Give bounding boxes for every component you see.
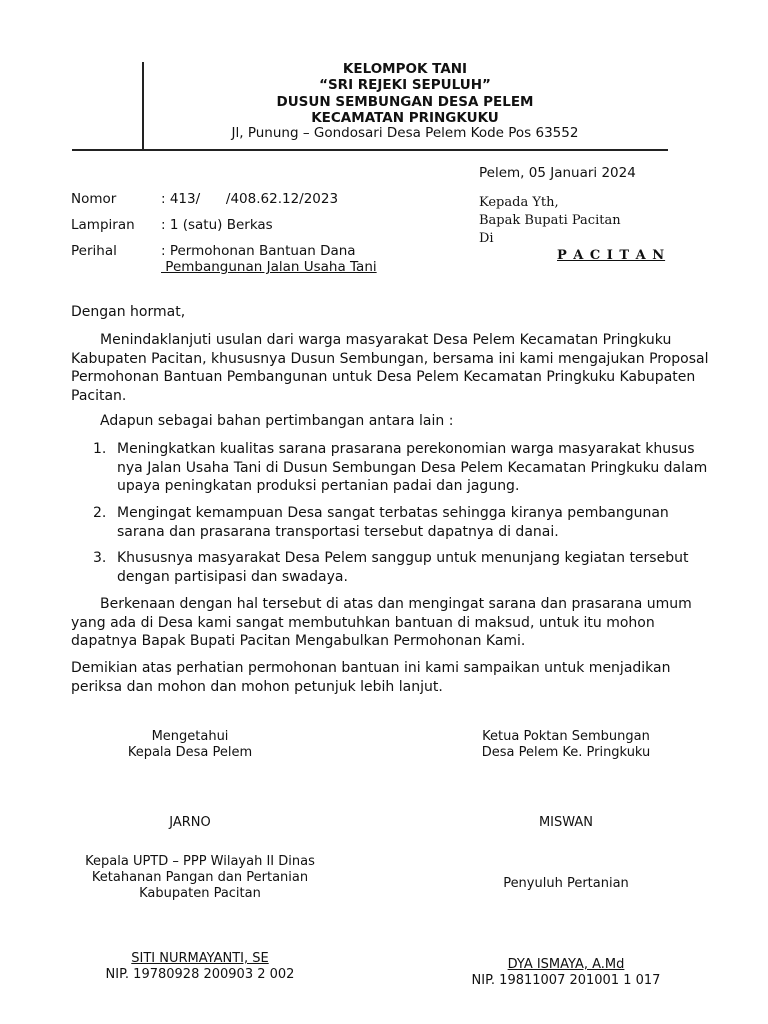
lampiran-label: Lampiran [71, 217, 135, 233]
letterhead-dusun: DUSUN SEMBUNGAN DESA PELEM [276, 94, 534, 110]
list-item [93, 504, 718, 541]
list-item-text: Meningkatkan kualitas sarana prasarana perekonomian warga masyarakat khusus nya Jalan Usaha Tani di Dusun Sembungan Desa Pelem Kecamatan Pringkuku dalam upaya peningkatan produksi pertanian padai dan jagung. [117, 441, 708, 494]
letterhead-address: Jl, Punung – Gondosari Desa Pelem Kode Pos 63552 [231, 125, 579, 141]
paragraph-intro: Menindaklanjuti usulan dari warga masyarakat Desa Pelem Kecamatan Pringkuku Kabupaten Pacitan, khususnya Dusun Sembungan, bersama ini kami mengajukan Proposal Permohonan Bantuan Pembangunan untuk Desa Pelem Kecamatan Pringkuku Kabupaten Pacitan. [71, 332, 709, 404]
letterhead-group-name: “SRI REJEKI SEPULUH” [319, 77, 491, 93]
signature-poktan-chair [456, 729, 676, 761]
signature-nip: NIP. 19811007 201001 1 017 [471, 973, 661, 988]
signature-name-siti: SITI NURMAYANTI, SE [131, 951, 269, 966]
recipient-city: P A C I T A N [557, 248, 666, 263]
signature-title: Ketua Poktan Sembungan [482, 729, 650, 744]
paragraph-closing: Demikian atas perhatian permohonan bantuan ini kami sampaikan untuk menjadikan periksa dan mohon dan mohon petunjuk lebih lanjut. [71, 660, 671, 695]
list-item [93, 549, 718, 586]
list-item-number: 2. [93, 505, 107, 521]
letterhead-org: KELOMPOK TANI [342, 61, 468, 77]
recipient-greeting: Kepada Yth, [479, 195, 559, 210]
signature-title: Kepala UPTD – PPP Wilayah II Dinas [85, 854, 315, 869]
letterhead-divider [72, 149, 668, 151]
salutation: Dengan hormat, [71, 304, 186, 320]
paragraph-considerations: Adapun sebagai bahan pertimbangan antara lain : [100, 413, 454, 429]
signature-nip: NIP. 19780928 200903 2 002 [105, 967, 295, 982]
letter-date: Pelem, 05 Januari 2024 [479, 165, 636, 181]
nomor-value: : 413/ /408.62.12/2023 [161, 191, 339, 207]
signature-title: Ketahanan Pangan dan Pertanian [91, 870, 309, 885]
list-item-number: 3. [93, 550, 107, 566]
signature-uptd-name-block [60, 951, 340, 983]
signature-title: Mengetahui [151, 729, 229, 744]
signature-name-jarno: JARNO [169, 815, 211, 830]
signature-extension-officer: Penyuluh Pertanian [503, 876, 629, 891]
signature-title: Kepala Desa Pelem [127, 745, 253, 760]
recipient-name: Bapak Bupati Pacitan [479, 213, 621, 228]
signature-title: Desa Pelem Ke. Pringkuku [481, 745, 651, 760]
paragraph-request: Berkenaan dengan hal tersebut di atas dan mengingat sarana dan prasarana umum yang ada di Desa kami sangat membutuhkan bantuan di maksud, untuk itu mohon dapatnya Bapak Bupati Pacitan Mengabulkan Permohonan Kami. [71, 596, 692, 649]
list-item [93, 440, 718, 496]
lampiran-value: : 1 (satu) Berkas [161, 217, 273, 233]
list-item-text: Khususnya masyarakat Desa Pelem sanggup untuk menunjang kegiatan tersebut dengan partisipasi dan swadaya. [117, 550, 689, 585]
perihal-value-line1: : Permohonan Bantuan Dana [161, 243, 356, 259]
signature-title: Kabupaten Pacitan [139, 886, 261, 901]
nomor-label: Nomor [71, 191, 117, 207]
signature-village-head [80, 729, 300, 761]
perihal-label: Perihal [71, 243, 117, 259]
letterhead-kecamatan: KECAMATAN PRINGKUKU [311, 110, 499, 126]
signature-name-dya: DYA ISMAYA, A.Md [507, 957, 625, 972]
list-item-number: 1. [93, 441, 107, 457]
signature-name-miswan: MISWAN [538, 815, 594, 830]
signature-nip-clipped [456, 973, 676, 988]
perihal-value-line2: Pembangunan Jalan Usaha Tani [161, 259, 377, 275]
signature-uptd-head [60, 854, 340, 902]
list-item-text: Mengingat kemampuan Desa sangat terbatas sehingga kiranya pembangunan sarana dan prasarana transportasi tersebut dapatnya di danai. [117, 505, 669, 540]
recipient-di: Di [479, 231, 494, 246]
